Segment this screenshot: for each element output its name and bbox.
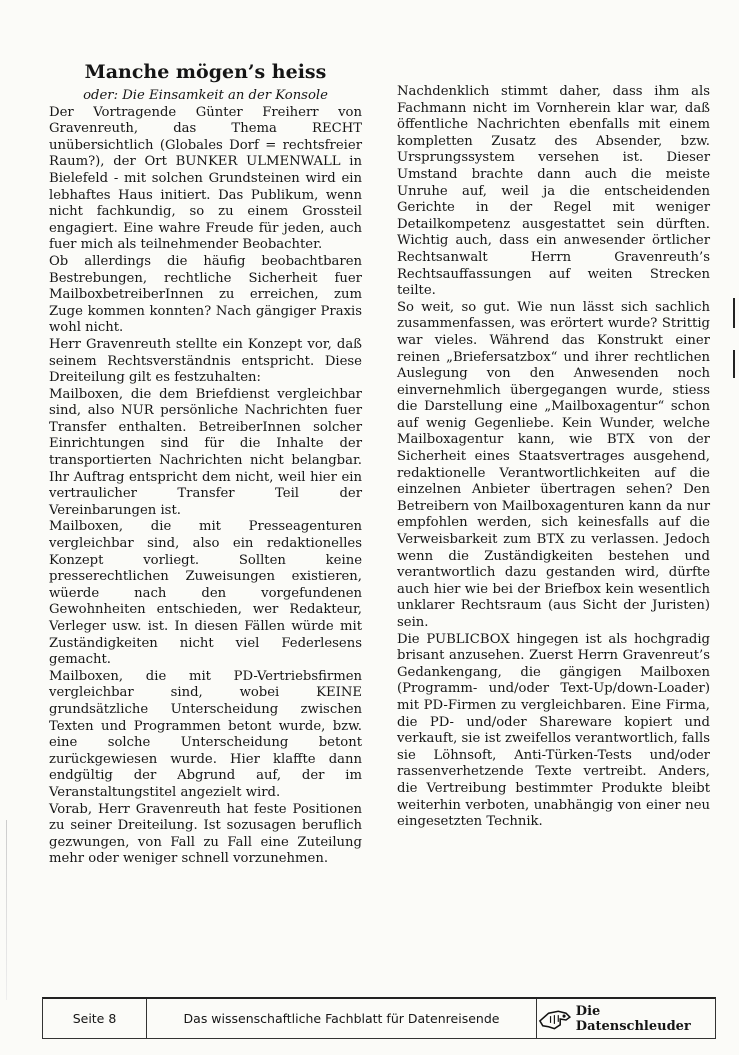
page-number: Seite 8 [43,999,147,1038]
paragraph: Vorab, Herr Gravenreuth hat feste Positionen zu seiner Dreiteilung. Ist sozusagen beruflich gezwungen, von Fall zu Fall eine Zuteilung mehr oder weniger schnell vorzunehmen. [49,801,362,867]
paragraph: Mailboxen, die mit PD-Vertriebsfirmen vergleichbar sind, wobei KEINE grundsätzliche Unterscheidung zwischen Texten und Programmen betont wurde, bzw. eine solche Unterscheidung betont zurückgewiesen wurde. Hier klaffte dann endgültig der Abgrund auf, der im Veranstaltungstitel angezielt wird. [49,668,362,800]
paragraph: So weit, so gut. Wie nun lässt sich sachlich zusammenfassen, was erörtert wurde? Strittig war vieles. Während das Konstrukt einer reinen „Briefersatzbox“ und ihrer rechtlichen Auslegung von den Anwesenden noch einvernehmlich übergegangen wurde, stiess die Darstellung eine „Mailboxagentur“ schon auf wenig Gegenliebe. Kein Wunder, welche Mailboxagentur kann, wie BTX von der Sicherheit eines Staatsvertrages ausgehend, redaktionelle Verantwortlichkeiten auf die einzelnen Anbieter übertragen sehen? Den Betreibern von Mailboxagenturen kann da nur empfohlen werden, sich keinesfalls auf die Verweisbarkeit zum BTX zu verlassen. Jedoch wenn die Zuständigkeiten bestehen und verantwortlich dazu gestanden wird, dürfte auch hier wie bei der Briefbox kein wesentlich unklarer Rechtsraum (aus Sicht der Juristen) sein. [397,299,710,630]
paragraph: Der Vortragende Günter Freiherr von Gravenreuth, das Thema RECHT unübersichtlich (Globales Dorf = rechtsfreier Raum?), der Ort BUNKER ULMENWALL in Bielefeld - mit solchen Grundsteinen wird ein lebhaftes Haus initiert. Das Publikum, wenn nicht fachkundig, so zu einem Grossteil engagiert. Eine wahre Freude für jeden, auch fuer mich als teilnehmender Beobachter. [49,104,362,253]
paragraph: Herr Gravenreuth stellte ein Konzept vor, daß seinem Rechtsverständnis entspricht. Diese Dreiteilung gilt es festzuhalten: [49,336,362,386]
publication-logo [537,999,715,1038]
article-subtitle: oder: Die Einsamkeit an der Konsole [83,88,328,103]
left-column [49,60,362,868]
margin-mark [733,298,735,328]
scan-edge [6,820,7,1000]
margin-mark [733,350,735,378]
paragraph: Mailboxen, die mit Presseagenturen vergleichbar sind, also ein redaktionelles Konzept vorliegt. Sollten keine presserechtlichen Zuweisungen existieren, wüerde nach den vorgefundenen Gewohnheiten entschieden, wer Redakteur, Verleger usw. ist. In diesen Fällen würde mit Zuständigkeiten nicht viel Federlesens gemacht. [49,519,362,668]
paragraph: Mailboxen, die dem Briefdienst vergleichbar sind, also NUR persönliche Nachrichten fuer Transfer enthalten. BetreiberInnen solcher Einrichtungen sind für die Inhalte der transportierten Nachrichten nicht belangbar. Ihr Auftrag entspricht dem nicht, weil hier ein vertraulicher Transfer Teil der Vereinbarungen ist. [49,386,362,518]
publication-name: Die Datenschleuder [575,1003,691,1034]
page-footer [42,997,716,1039]
footer-tagline: Das wissenschaftliche Fachblatt für Datenreisende [147,999,537,1038]
right-column [397,84,710,831]
hand-icon [537,1006,572,1032]
article-title: Manche mögen’s heiss [84,61,327,83]
paragraph: Ob allerdings die häufig beobachtbaren Bestrebungen, rechtliche Sicherheit fuer MailboxbetreiberInnen zu erreichen, zum Zuge kommen konnten? Nach gängiger Praxis wohl nicht. [49,253,362,336]
paragraph: Nachdenklich stimmt daher, dass ihm als Fachmann nicht im Vornherein klar war, daß öffentliche Nachrichten ebenfalls mit einem kompletten Zusatz des Absender, bzw. Ursprungssystem versehen ist. Dieser Umstand brachte dann auch die meiste Unruhe auf, weil ja die entscheidenden Gerichte in der Regel mit weniger Detailkompetenz ausgestattet sein dürften. Wichtig auch, dass ein anwesender örtlicher Rechtsanwalt Herrn Gravenreuth’s Rechtsauffassungen auf weiten Strecken teilte. [397,84,710,299]
paragraph: Die PUBLICBOX hingegen ist als hochgradig brisant anzusehen. Zuerst Herrn Gravenreut’s Gedankengang, die gängigen Mailboxen (Programm- und/oder Text-Up/down-Loader) mit PD-Firmen zu vergleichbaren. Eine Firma, die PD- und/oder Shareware kopiert und verkauft, sie ist zweifellos verantwortlich, falls sie Löhnsoft, Anti-Türken-Tests und/oder rassenverhetzende Texte vertreibt. Anders, die Vertreibung bestimmter Produkte bleibt weiterhin verboten, unabhängig von einer neu eingesetzten Technik. [397,631,710,830]
